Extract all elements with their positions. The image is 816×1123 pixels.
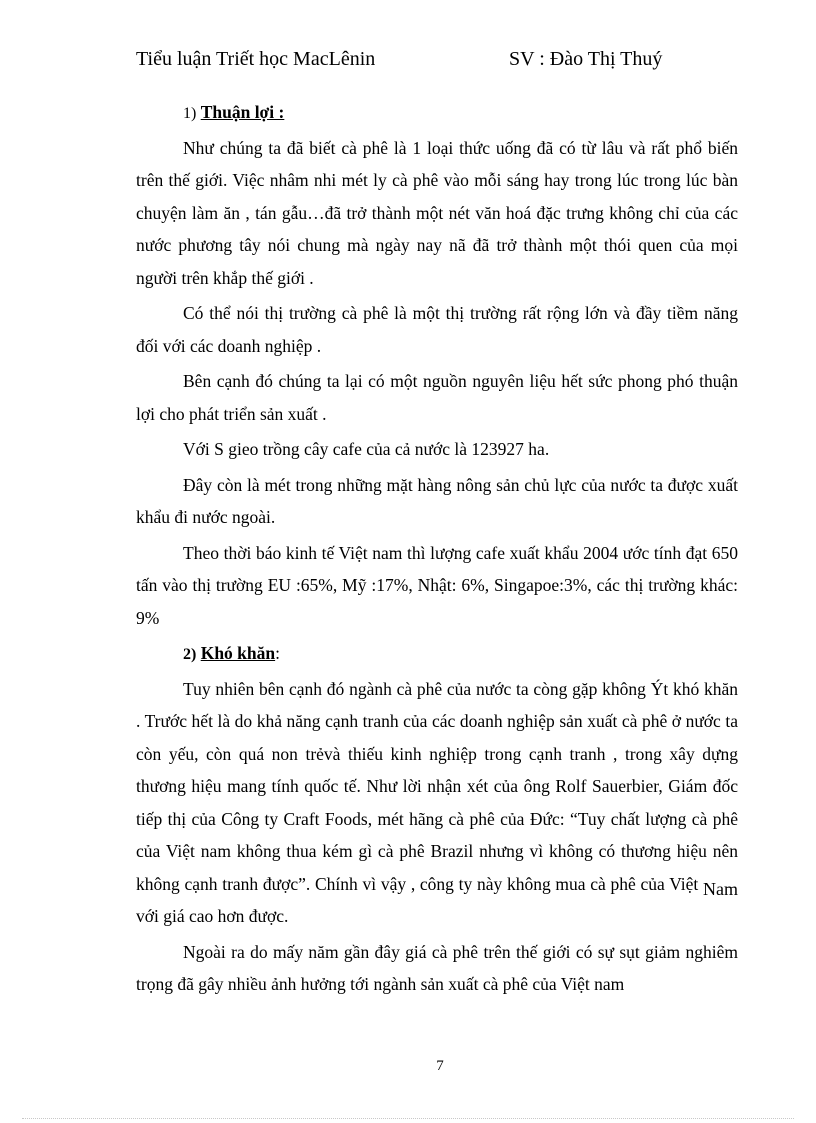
section-heading-2 bbox=[136, 637, 738, 672]
paragraph: Ngoài ra do mấy năm gần đây giá cà phê trên thế giới có sự sụt giảm nghiêm trọng đã gây nhiều ảnh hưởng tới ngành sản xuất cà phê của Việt nam bbox=[136, 941, 738, 994]
paragraph bbox=[136, 673, 738, 933]
section-number: 2) bbox=[183, 646, 197, 663]
paragraph: Có thể nói thị trường cà phê là một thị trường rất rộng lớn và đầy tiềm năng đối với các doanh nghiệp . bbox=[136, 303, 738, 356]
section-number: 1) bbox=[183, 105, 197, 122]
page-bottom-border bbox=[22, 1118, 794, 1119]
paragraph-text: với giá cao hơn được. bbox=[136, 906, 289, 926]
page-number: 7 bbox=[436, 1058, 444, 1074]
paragraph: Đây còn là mét trong những mặt hàng nông sản chủ lực của nước ta được xuất khẩu đi nước ngoài. bbox=[136, 474, 738, 527]
paragraph: Bên cạnh đó chúng ta lại có một nguồn nguyên liệu hết sức phong phó thuận lợi cho phát triển sản xuất . bbox=[136, 371, 738, 424]
section-title: Khó khăn bbox=[200, 643, 276, 663]
paragraph: Theo thời báo kinh tế Việt nam thì lượng cafe xuất khẩu 2004 ước tính đạt 650 tấn vào thị trường EU :65%, Mỹ :17%, Nhật: 6%, Singapoe:3%, các thị trường khác: 9% bbox=[136, 542, 738, 628]
page-header bbox=[136, 48, 696, 78]
section-title: Thuận lợi : bbox=[200, 102, 285, 122]
header-title: Tiểu luận Triết học MacLênin bbox=[136, 48, 376, 70]
document-body bbox=[136, 96, 738, 1001]
section-title-suffix: : bbox=[275, 643, 280, 663]
header-author: SV : Đào Thị Thuý bbox=[509, 48, 663, 70]
section-heading-1 bbox=[136, 96, 738, 131]
shifted-word: Nam bbox=[703, 878, 738, 899]
paragraph: Như chúng ta đã biết cà phê là 1 loại thức uống đã có từ lâu và rất phổ biến trên thế giới. Việc nhâm nhi mét ly cà phê vào mỗi sáng hay trong lúc trong lúc bàn chuyện làm ăn , tán gẫu…đã trở thành một nét văn hoá đặc trưng không chỉ của các nước phương tây nói chung mà ngày nay nã đã trở thành một thói quen của mọi người trên khắp thế giới . bbox=[136, 137, 738, 288]
paragraph-text: Tuy nhiên bên cạnh đó ngành cà phê của nước ta còng gặp không Ýt khó khăn . Trước hết là do khả năng cạnh tranh của các doanh nghiệp sản xuất cà phê ở nước ta còn yếu, còn quá non trẻvà thiếu kinh nghiệp trong cạnh tranh , trong xây dựng thương hiệu mang tính quốc tế. Như lời nhận xét của ông Rolf Sauerbier, Giám đốc tiếp thị của Công ty Craft Foods, mét hãng cà phê của Đức: “Tuy chất lượng cà phê của Việt nam không thua kém gì cà phê Brazil nhưng vì không có thương hiệu nên không cạnh tranh được”. Chính vì vậy , công ty này không mua cà phê của Việt bbox=[136, 678, 738, 894]
paragraph: Với S gieo trồng cây cafe của cả nước là 123927 ha. bbox=[183, 439, 550, 459]
